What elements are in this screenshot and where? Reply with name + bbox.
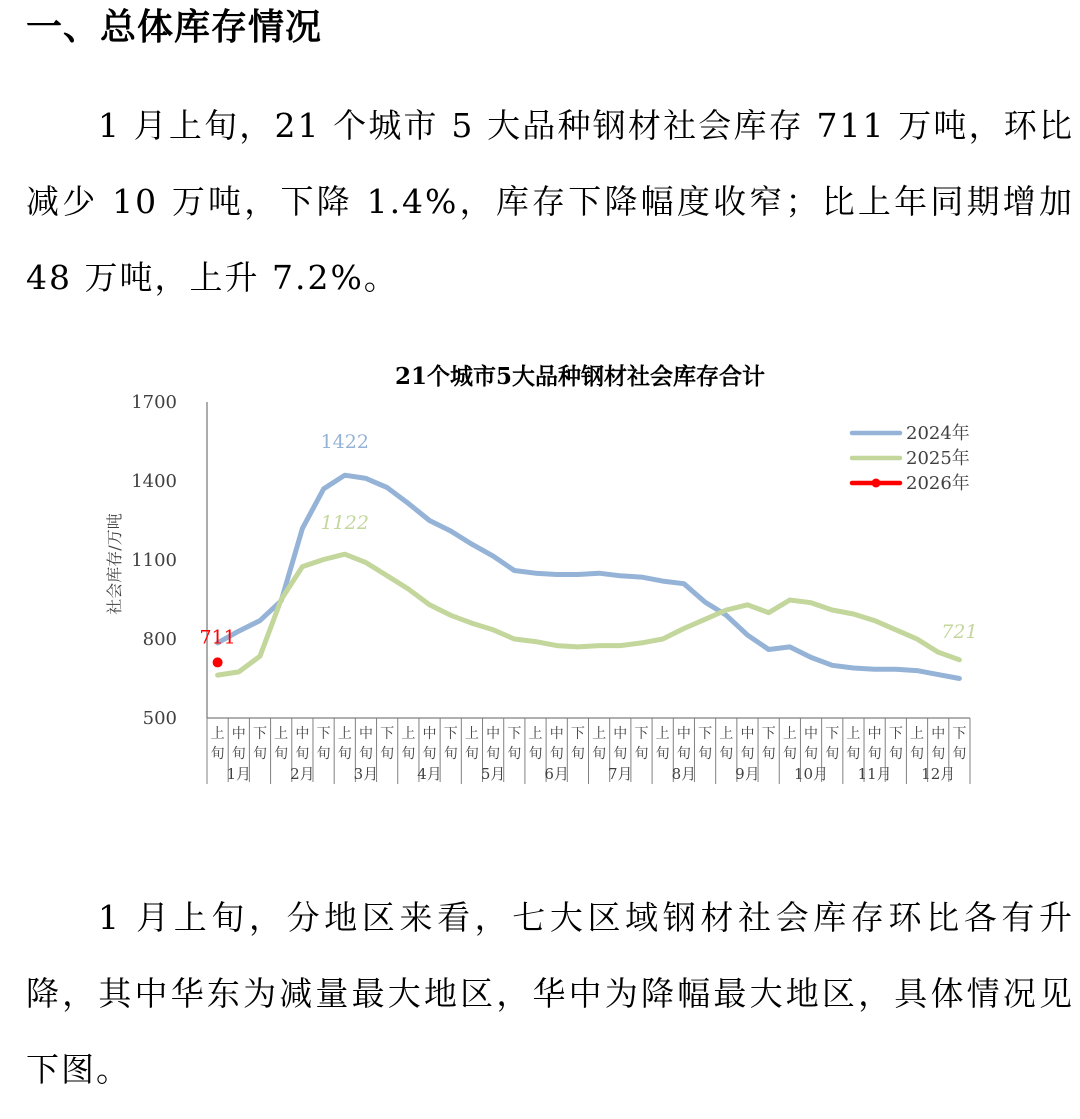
data-label: 721 [941,620,978,643]
x-period-label: 中 [295,726,310,742]
x-period-label: 上 [910,726,925,742]
x-period-label: 旬 [358,746,373,762]
legend-label: 2025年 [906,448,970,469]
x-period-label: 旬 [570,746,585,762]
x-period-label: 下 [825,726,840,742]
x-period-label: 旬 [782,746,797,762]
legend-label: 2024年 [906,423,970,444]
x-period-label: 旬 [486,746,501,762]
chart-axes [131,392,970,729]
x-period-label: 旬 [507,746,522,762]
x-period-label: 中 [486,726,501,742]
series-lines [213,475,960,678]
x-period-label: 中 [676,726,691,742]
x-month-label: 9月 [735,765,760,783]
x-period-label: 中 [867,726,882,742]
x-period-label: 下 [252,726,267,742]
x-period-label: 旬 [337,746,352,762]
x-period-label: 下 [380,726,395,742]
x-period-label: 中 [740,726,755,742]
x-period-label: 旬 [210,746,225,762]
x-month-label: 11月 [857,765,892,783]
x-period-label: 旬 [443,746,458,762]
x-period-label: 中 [358,726,373,742]
x-month-label: 10月 [793,765,829,783]
x-period-label: 旬 [952,746,967,762]
x-period-label: 旬 [804,746,819,762]
x-period-label: 上 [528,726,543,742]
x-month-label: 5月 [480,765,506,783]
x-month-label: 2月 [290,765,315,783]
x-period-label: 中 [613,726,628,742]
x-period-label: 上 [274,726,289,742]
x-month-label: 6月 [544,765,569,783]
x-period-label: 上 [719,726,734,742]
x-month-label: 1月 [226,765,252,783]
x-period-label: 旬 [931,746,946,762]
x-period-label: 旬 [613,746,628,762]
x-period-label: 旬 [549,746,564,762]
y-axis-label: 社会库存/万吨 [105,513,124,615]
inventory-line-chart [100,352,1000,792]
x-period-label: 下 [698,726,713,742]
x-period-label: 旬 [910,746,925,762]
section-heading: 一、总体库存情况 [26,7,323,48]
x-period-label: 下 [761,726,776,742]
y-tick-label: 1400 [131,471,177,492]
x-period-label: 上 [337,726,352,742]
x-period-label: 旬 [380,746,395,762]
data-label: 711 [199,626,236,649]
x-period-label: 中 [231,726,246,742]
x-period-label: 上 [655,726,670,742]
x-period-label: 旬 [274,746,289,762]
x-period-label: 下 [443,726,458,742]
chart-legend [852,422,970,494]
summary-paragraph: 1 月上旬，21 个城市 5 大品种钢材社会库存 711 万吨，环比减少 10 万吨，下降 1.4%，库存下降幅度收窄；比上年同期增加 48 万吨，上升 7.2%。 [26,106,1074,297]
y-tick-label: 800 [142,629,177,650]
regional-paragraph: 1 月上旬，分地区来看，七大区域钢材社会库存环比各有升降，其中华东为减量最大地区，华中为降幅最大地区，具体情况见下图。 [26,898,1074,1089]
x-period-label: 上 [464,726,479,742]
x-month-label: 4月 [417,765,442,783]
x-period-label: 旬 [592,746,607,762]
series-point [213,657,223,667]
x-period-label: 中 [422,726,437,742]
x-period-label: 中 [549,726,564,742]
legend-label: 2026年 [906,473,970,494]
x-period-label: 旬 [422,746,437,762]
x-period-label: 旬 [634,746,649,762]
x-period-label: 旬 [846,746,861,762]
x-period-label: 上 [782,726,797,742]
x-period-label: 旬 [740,746,755,762]
x-period-label: 旬 [464,746,479,762]
x-period-label: 上 [401,726,416,742]
x-period-label: 旬 [231,746,246,762]
data-label: 1122 [320,512,369,535]
x-period-label: 中 [804,726,819,742]
x-period-label: 上 [210,726,225,742]
x-period-label: 下 [888,726,903,742]
x-period-label: 上 [846,726,861,742]
x-period-label: 下 [507,726,522,742]
x-period-label: 旬 [655,746,670,762]
x-month-label: 3月 [353,765,379,783]
x-period-label: 旬 [528,746,543,762]
x-period-label: 旬 [761,746,776,762]
chart-title: 21个城市5大品种钢材社会库存合计 [394,363,766,390]
x-period-label: 下 [952,726,967,742]
x-period-label: 下 [570,726,585,742]
x-month-label: 7月 [608,765,633,783]
x-period-label: 旬 [825,746,840,762]
x-period-label: 旬 [401,746,416,762]
x-period-label: 上 [592,726,607,742]
x-period-label: 旬 [719,746,734,762]
legend-marker [872,479,881,488]
x-period-label: 中 [931,726,946,742]
y-tick-label: 1700 [131,392,177,413]
x-period-label: 下 [316,726,331,742]
x-period-label: 下 [634,726,649,742]
x-period-label: 旬 [295,746,310,762]
x-period-label: 旬 [316,746,331,762]
data-label: 1422 [320,431,369,454]
x-period-label: 旬 [867,746,882,762]
x-period-label: 旬 [888,746,903,762]
y-tick-label: 500 [142,708,177,729]
x-period-label: 旬 [252,746,267,762]
x-axis-labels [207,718,970,784]
x-month-label: 12月 [921,765,956,783]
y-tick-label: 1100 [131,550,177,571]
x-period-label: 旬 [698,746,713,762]
x-period-label: 旬 [676,746,691,762]
x-month-label: 8月 [671,765,697,783]
